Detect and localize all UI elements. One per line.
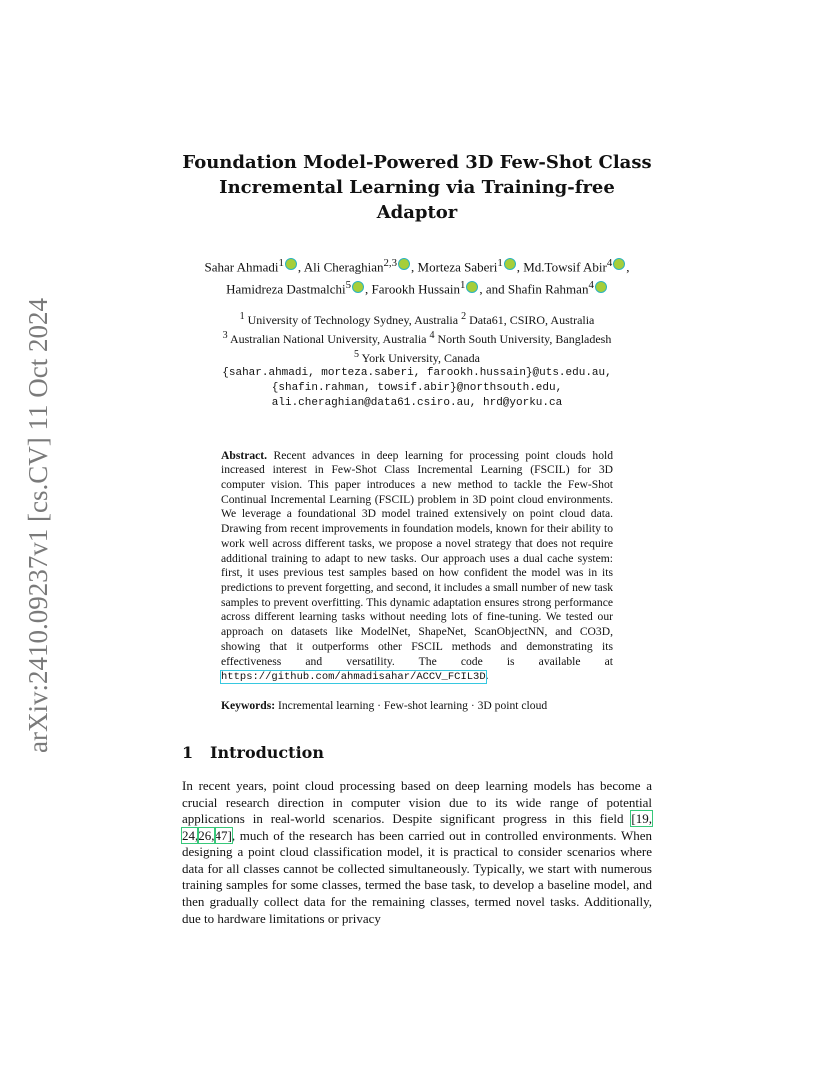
orcid-icon[interactable]	[466, 281, 478, 293]
citation-link[interactable]: [19,	[631, 811, 652, 827]
author-affiliation-mark: 4	[606, 257, 613, 269]
author-list: Sahar Ahmadi$^1$ , Ali Cheraghian$^{2,3}$ , Morteza Saberi$^1$ , Md.Towsif Abir$^4$ , Hamidreza Dastmalchi$^5$ , Farookh Hussain$^1$ , and Shafin Rahman$^4$	[204, 257, 630, 297]
email-line: ali.cheraghian@data61.csiro.au, hrd@yorku.ca	[271, 396, 563, 409]
abstract-end: .	[485, 669, 489, 683]
affiliations	[182, 309, 652, 411]
affiliation-line	[182, 328, 652, 347]
keywords-label: Keywords:	[221, 698, 276, 712]
title-line-2: Incremental Learning via Training-free Adaptor	[219, 177, 615, 223]
author-affiliation-mark: 1	[459, 279, 466, 292]
abstract-label: Abstract.	[221, 448, 268, 462]
affiliation-line	[182, 309, 652, 328]
title-line-1: Foundation Model-Powered 3D Few-Shot Class	[182, 152, 652, 173]
author-affiliation-mark: 1	[497, 257, 503, 269]
affiliation-text: Data61, CSIRO, Australia	[466, 312, 595, 327]
intro-text: , much of the research has been carried out in controlled environments. When designing a point cloud classification model, it is practical to consider scenarios where data for all classes cannot be collected simultaneously. Typically, we start with numerous training samples for some classes, termed the base task, to develop a baseline model, and then gradually collect data for the remaining classes, termed novel tasks. Additionally, due to hardware limitations or privacy	[182, 827, 652, 926]
arxiv-identifier: arXiv:2410.09237v1 [cs.CV] 11 Oct 2024	[22, 297, 53, 753]
paper-title	[182, 150, 652, 225]
affiliation-mark: 4	[429, 329, 435, 341]
affiliation-text: University of Technology Sydney, Australia	[244, 312, 462, 327]
author-name: Hamidreza Dastmalchi	[226, 281, 346, 297]
affiliation-line	[182, 347, 652, 366]
affiliation-mark: 1	[239, 310, 245, 322]
orcid-icon[interactable]	[613, 258, 625, 270]
section-title: Introduction	[210, 742, 324, 762]
abstract-text: Recent advances in deep learning for processing point clouds hold increased interest in Few-Shot Class Incremental Learning (FSCIL) for 3D computer vision. This paper introduces a new method to tackle the Few-Shot Continual Incremental Learning (FSCIL) problem in 3D point cloud environments. We leverage a foundational 3D model trained extensively on point cloud data. Drawing from recent improvements in foundation models, known for their ability to work well across different tasks, we propose a novel strategy that does not require additional training to adapt to new tasks. Our approach uses a dual cache system: first, it uses previous test samples based on how confident the model was in its predictions to prevent forgetting, and second, it includes a small number of new task samples to prevent overfitting. This dynamic adaptation ensures strong performance across different learning tasks without needing lots of fine-tuning. We tested our approach on datasets like ModelNet, ShapeNet, ScanObjectNN, and CO3D, showing that it outperforms other FSCIL methods and demonstrating its effectiveness and versatility. The code is available at	[221, 448, 614, 668]
orcid-icon[interactable]	[285, 258, 297, 270]
author-name: Morteza Saberi	[417, 259, 498, 275]
email-line: {shafin.rahman, towsif.abir}@northsouth.edu,	[271, 381, 563, 394]
affiliation-mark: 3	[222, 329, 228, 341]
author-name: Sahar Ahmadi	[204, 259, 279, 275]
orcid-icon[interactable]	[352, 281, 364, 293]
citation-link[interactable]: 47]	[214, 827, 232, 843]
orcid-icon[interactable]	[398, 258, 410, 270]
section-heading	[182, 743, 652, 762]
paper-page	[182, 150, 652, 927]
code-repository-link[interactable]: https://github.com/ahmadisahar/ACCV_FCIL3D	[221, 671, 486, 684]
author-affiliation-mark: 4	[588, 279, 594, 292]
affiliation-mark: 5	[354, 348, 360, 360]
author-name: and Shafin Rahman	[485, 281, 589, 297]
author-name: Md.Towsif Abir	[523, 259, 607, 275]
arxiv-sidebar-stamp	[18, 290, 58, 760]
keywords-text: Incremental learning · Few-shot learning · 3D point cloud	[278, 698, 548, 712]
introduction-paragraph	[182, 778, 652, 927]
orcid-icon[interactable]	[595, 281, 607, 293]
section-number: 1	[182, 742, 194, 762]
affiliation-text: York University, Canada	[359, 350, 480, 365]
author-affiliation-mark: 1	[278, 257, 284, 269]
abstract	[221, 449, 613, 685]
email-line: {sahar.ahmadi, morteza.saberi, farookh.hussain}@uts.edu.au,	[222, 366, 612, 379]
author-affiliation-mark: 2,3	[383, 257, 398, 269]
keywords	[221, 699, 613, 713]
affiliation-mark: 2	[461, 310, 467, 322]
affiliation-text: North South University, Bangladesh	[434, 331, 612, 346]
intro-text: In recent years, point cloud processing based on deep learning models has become a crucial research direction in computer vision due to its wide range of potential applications in real-world scenarios. Despite significant progress in this field	[182, 777, 652, 827]
author-name: Farookh Hussain	[371, 281, 460, 297]
author-name: Ali Cheraghian	[303, 259, 384, 275]
orcid-icon[interactable]	[504, 258, 516, 270]
author-affiliation-mark: 5	[345, 279, 352, 292]
affiliation-text: Australian National University, Australia	[227, 331, 430, 346]
citation-link[interactable]: 26,	[198, 827, 215, 843]
citation-link[interactable]: 24,	[182, 827, 199, 843]
